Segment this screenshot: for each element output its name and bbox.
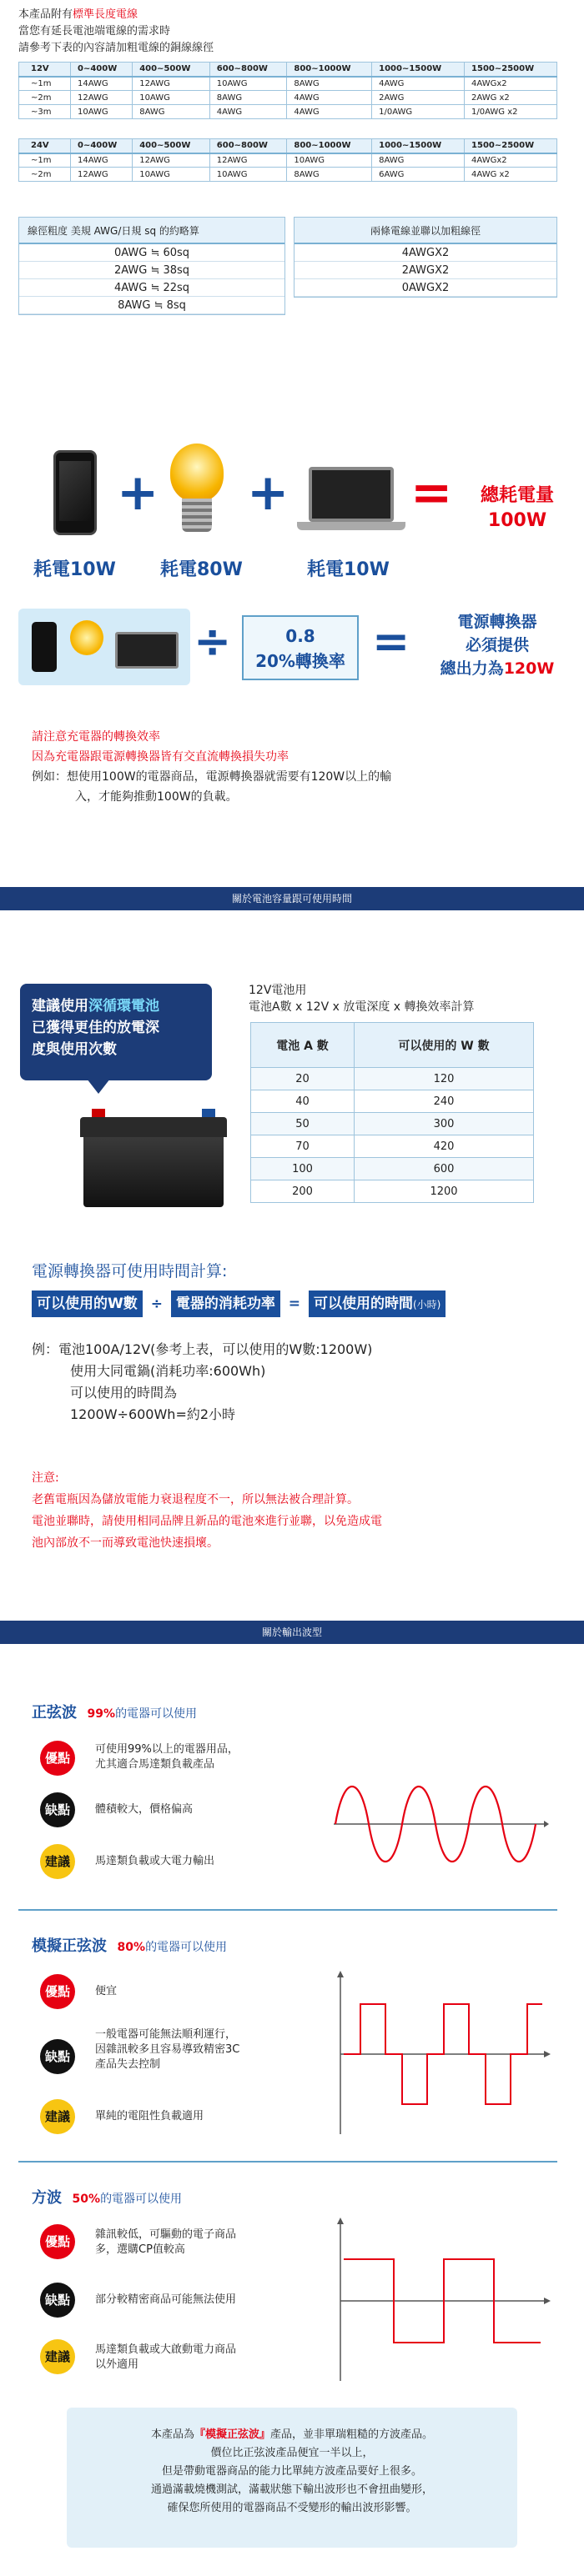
table-cell: ~2m (19, 91, 71, 105)
table-cell: 1/0AWG (372, 105, 465, 119)
light-bulb-icon (164, 444, 230, 544)
table-row (251, 1068, 534, 1090)
square-tip-text: 馬達類負載或大啟動電力商品 以外適用 (95, 2343, 237, 2371)
modified-con-text: 一般電器可能無法順利運行， 因雜訊較多且容易導致精密3C 產品失去控制 (95, 2028, 240, 2071)
bubble-pointer (87, 1079, 110, 1094)
table-row (251, 1135, 534, 1158)
intro-text (18, 7, 584, 57)
table-cell: 100 (251, 1158, 355, 1180)
table-cell: 300 (355, 1113, 534, 1135)
modified-pro-tag: 優點 (40, 1974, 75, 2009)
table-header-row (19, 139, 557, 153)
table-cell: ~1m (19, 77, 71, 91)
list-item: 8AWG ≒ 8sq (19, 297, 284, 314)
gauge-table-header: 線徑粗度 美規 AWG/日規 sq 的約略算 (19, 218, 284, 244)
table-cell: 4AWG (372, 77, 465, 91)
note-line-3: 但是帶動電器商品的能力比單純方波產品要好上很多。 (161, 2465, 422, 2478)
parallel-wire-table (294, 217, 557, 298)
formula-equals: = (288, 1296, 301, 1312)
table-cell: 8AWG (372, 153, 465, 168)
modified-con-tag: 缺點 (40, 2039, 75, 2074)
table-cell: 50 (251, 1113, 355, 1135)
note-line-3: 例如：想使用100W的電器商品，電源轉換器就需要有120W以上的輸 (32, 770, 392, 784)
modified-pro-text: 便宜 (95, 1985, 118, 1997)
product-note-box (67, 2408, 517, 2548)
list-item: 2AWGX2 (295, 262, 556, 279)
table-cell: 14AWG (71, 153, 133, 168)
square-con-tag: 缺點 (40, 2283, 75, 2318)
battery-capacity-table (250, 1022, 534, 1203)
plus-icon: + (247, 464, 289, 522)
car-battery-icon (80, 1109, 227, 1207)
table-cell: 4AWG (287, 105, 372, 119)
bulb-power-label: 耗電80W (160, 559, 243, 580)
table-row (251, 1090, 534, 1113)
table-cell: 8AWG (287, 77, 372, 91)
table-cell: 10AWG (287, 153, 372, 168)
sine-tip-text: 馬達類負載或大電力輸出 (95, 1855, 215, 1867)
table-header-cell: 800~1000W (287, 63, 372, 77)
list-item: 0AWG ≒ 60sq (19, 244, 284, 262)
table-cell: 12AWG (71, 91, 133, 105)
equals-icon: = (410, 464, 453, 522)
table-cell: 20 (251, 1068, 355, 1090)
efficiency-value: 0.8 (285, 626, 315, 646)
sine-pro-tag: 優點 (40, 1741, 75, 1776)
equals-icon: = (372, 615, 410, 668)
sine-con-tag: 缺點 (40, 1792, 75, 1827)
gauge-conversion-table (18, 217, 285, 315)
wire-table-12v (18, 62, 557, 119)
list-item: 0AWGX2 (295, 279, 556, 297)
table-cell: 10AWG (133, 91, 210, 105)
square-pro-text: 雜訊較低，可驅動的電子商品 多，選購CP值較高 (95, 2228, 237, 2256)
table-cell: 12AWG (133, 77, 210, 91)
battery-warning: 注意: 老舊電瓶因為儲放電能力衰退程度不一，所以無法被合理計算。 電池並聯時，請使用相同品牌且新品的電池來進行並聯，以免造成電 池內部放不一而導致電池快速損壞。 (32, 1471, 382, 1550)
table-header-cell: 1500~2500W (465, 139, 557, 153)
list-item: 4AWGX2 (295, 244, 556, 262)
table-header-row (19, 63, 557, 77)
square-pro-tag: 優點 (40, 2224, 75, 2259)
waveform-section-banner: 關於輸出波型 (0, 1621, 584, 1644)
sine-tip-tag: 建議 (40, 1844, 75, 1879)
note-line-2: 因為充電器跟電源轉換器皆有交直流轉換損失功率 (32, 750, 289, 764)
table-header-cell: 0~400W (71, 139, 133, 153)
result-line-1: 電源轉換器 (457, 613, 537, 631)
table-cell: ~2m (19, 168, 71, 182)
table-header-cell: 0~400W (71, 63, 133, 77)
table-cell: 4AWGx2 (465, 153, 557, 168)
phone-icon (32, 622, 57, 672)
table-row (19, 168, 557, 182)
time-formula (32, 1289, 446, 1319)
table-header-cell: 電池 A 數 (251, 1023, 355, 1068)
table-cell: 4AWG x2 (465, 168, 557, 182)
wire-table-24v (18, 138, 557, 182)
table-cell: 6AWG (372, 168, 465, 182)
divide-icon: ÷ (194, 615, 232, 668)
note-line-1: 請注意充電器的轉換效率 (32, 730, 160, 744)
table-header-row (251, 1023, 534, 1068)
formula-divide: ÷ (150, 1296, 163, 1312)
table-cell: 10AWG (71, 105, 133, 119)
table-header-cell: 12V (19, 63, 71, 77)
time-example: 例：電池100A/12V(參考上表，可以使用的W數:1200W) 使用大同電鍋(消耗功率:600Wh) 可以使用的時間為 1200W÷600Wh=約2小時 (32, 1341, 373, 1422)
efficiency-label: 20%轉換率 (255, 651, 345, 671)
table-cell: 8AWG (209, 91, 287, 105)
note-line-4: 通過滿載燒機測試，滿載狀態下輸出波形也不會扭曲變形， (150, 2483, 433, 2496)
formula-usable-time: 可以使用的時間(小時) (309, 1291, 446, 1317)
table-row (19, 153, 557, 168)
table-row (19, 105, 557, 119)
table-cell: 240 (355, 1090, 534, 1113)
intro-line-3: 請參考下表的內容請加粗電線的銅線線徑 (18, 42, 214, 54)
note-line-1: 本產品為『模擬正弦波』產品，並非單瑞粗糙的方波產品。 (150, 2428, 434, 2441)
note-line-2: 價位比正弦波產品便宜一半以上， (210, 2447, 374, 2459)
table-cell: ~3m (19, 105, 71, 119)
modified-sine-title: 模擬正弦波 80%的電器可以使用 (32, 1937, 228, 1955)
sine-con-text: 體積較大，價格偏高 (95, 1803, 194, 1816)
table-cell: 4AWG (209, 105, 287, 119)
table-cell: 4AWGx2 (465, 77, 557, 91)
table-cell: 4AWG (287, 91, 372, 105)
result-line-2: 必須提供 (465, 636, 529, 654)
table-header-cell: 400~500W (133, 63, 210, 77)
list-item: 4AWG ≒ 22sq (19, 279, 284, 297)
table-cell: 10AWG (209, 77, 287, 91)
note-line-5: 確保您所使用的電器商品不受變形的輸出波形影響。 (167, 2502, 417, 2514)
table-cell: 1200 (355, 1180, 534, 1203)
table-row (19, 91, 557, 105)
intro-line-1: 本產品附有標準長度電線 (18, 8, 138, 21)
table-cell: 2AWG x2 (465, 91, 557, 105)
battery-formula-title: 12V電池用 電池A數 x 12V x 放電深度 x 轉換效率計算 (249, 984, 475, 1014)
table-header-cell: 800~1000W (287, 139, 372, 153)
table-cell: 40 (251, 1090, 355, 1113)
phone-icon (53, 450, 97, 535)
table-cell: 420 (355, 1135, 534, 1158)
sine-wave-title: 正弦波 99%的電器可以使用 (32, 1704, 198, 1722)
divider (18, 2161, 557, 2163)
table-cell: 14AWG (71, 77, 133, 91)
table-cell: 12AWG (133, 153, 210, 168)
table-header-cell: 600~800W (209, 63, 287, 77)
square-wave-title: 方波 50%的電器可以使用 (32, 2189, 183, 2207)
table-header-cell: 1500~2500W (465, 63, 557, 77)
table-row (251, 1158, 534, 1180)
modified-sine-graphic (327, 1971, 552, 2137)
total-power-value: 100W (487, 510, 547, 531)
plus-icon: + (117, 464, 159, 522)
table-cell: 10AWG (209, 168, 287, 182)
table-cell: 8AWG (287, 168, 372, 182)
total-power-label: 總耗電量 (480, 485, 554, 506)
formula-appliance-power: 電器的消耗功率 (171, 1291, 280, 1317)
table-cell: 12AWG (209, 153, 287, 168)
table-header-cell: 可以使用的 W 數 (355, 1023, 534, 1068)
total-power (467, 484, 567, 534)
list-item: 2AWG ≒ 38sq (19, 262, 284, 279)
deep-cycle-bubble: 建議使用深循環電池 已獲得更佳的放電深 度與使用次數 (20, 984, 212, 1080)
table-header-cell: 1000~1500W (372, 139, 465, 153)
phone-power-label: 耗電10W (33, 559, 116, 580)
square-wave-graphic (327, 2218, 552, 2384)
table-cell: 12AWG (71, 168, 133, 182)
table-header-cell: 1000~1500W (372, 63, 465, 77)
intro-line-2: 當您有延長電池端電線的需求時 (18, 25, 171, 38)
modified-tip-text: 單純的電阻性負載適用 (95, 2110, 204, 2122)
square-tip-tag: 建議 (40, 2339, 75, 2374)
battery-section-banner: 關於電池容量跟可使用時間 (0, 887, 584, 910)
table-cell: 2AWG (372, 91, 465, 105)
table-cell: 10AWG (133, 168, 210, 182)
laptop-power-label: 耗電10W (307, 559, 390, 580)
result-line-3: 總出力為120W (440, 659, 555, 678)
efficiency-note (32, 727, 391, 807)
laptop-icon (297, 467, 405, 539)
table-cell: 70 (251, 1135, 355, 1158)
table-header-cell: 600~800W (209, 139, 287, 153)
parallel-table-header: 兩條電線並聯以加粗線徑 (295, 218, 556, 244)
efficiency-box (242, 615, 359, 680)
table-cell: 8AWG (133, 105, 210, 119)
table-cell: 1/0AWG x2 (465, 105, 557, 119)
table-cell: 200 (251, 1180, 355, 1203)
laptop-icon (115, 632, 179, 669)
sine-pro-text: 可使用99%以上的電器用品， 尤其適合馬達類負載產品 (95, 1743, 239, 1771)
table-cell: ~1m (19, 153, 71, 168)
divider (18, 1909, 557, 1911)
required-output (422, 610, 572, 680)
modified-tip-tag: 建議 (40, 2099, 75, 2134)
square-con-text: 部分較精密商品可能無法使用 (95, 2293, 237, 2306)
note-line-4: 入，才能夠推動100W的負載。 (75, 790, 238, 804)
table-cell: 600 (355, 1158, 534, 1180)
table-header-cell: 24V (19, 139, 71, 153)
devices-box (18, 609, 190, 685)
light-bulb-icon (70, 620, 103, 655)
table-header-cell: 400~500W (133, 139, 210, 153)
table-cell: 120 (355, 1068, 534, 1090)
table-row (251, 1180, 534, 1203)
formula-usable-watts: 可以使用的W數 (32, 1291, 143, 1317)
sine-wave-graphic (330, 1766, 549, 1882)
table-row (19, 77, 557, 91)
time-calc-title: 電源轉換器可使用時間計算: (32, 1262, 228, 1280)
table-row (251, 1113, 534, 1135)
